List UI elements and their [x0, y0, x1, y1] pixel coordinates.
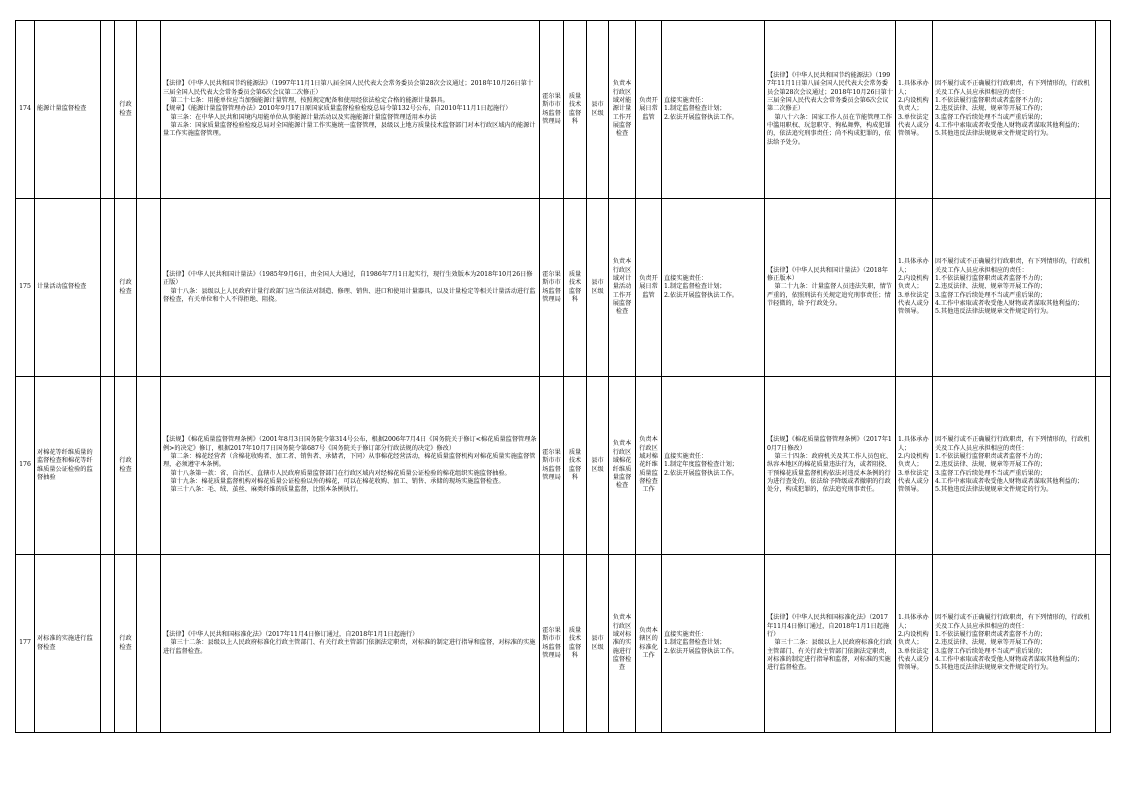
direct-duty-line: 1.制定监督检查计划； — [664, 105, 726, 113]
accountability-line: 4.工作中索取或者收受他人财物或者谋取其他利益的； — [935, 122, 1084, 130]
responsibility-line: 第三十二条：县级以上人民政府标准化行政主管部门、有关行政主管部门依据法定职责，对标准的制定进行指导和监督，对标准的实施进行监督检查。 — [767, 639, 892, 672]
bearer-line: 2.内设机构负责人； — [898, 96, 929, 113]
accountability-line: 2.违反法律、法规、规章等开展工作的； — [935, 105, 1047, 113]
basis-line: 第十九条：棉花质量监督机构对棉花质量公证检验以外的棉花，可以在棉花收购、加工、销售、承储的现场实施监督检查。 — [170, 478, 505, 486]
department-name: 质量技术监督科 — [564, 199, 587, 377]
table-row — [16, 21, 1111, 199]
direct-duty-line: 直接实施责任： — [664, 274, 708, 282]
bearer-line: 3.单位法定代表人或分管领导。 — [898, 469, 929, 494]
responsibility-line: 第三十四条：政府机关及其工作人员包庇、纵容本地区的棉花质量违法行为，或者阻挠、干预棉花质量监督机构依法对违反本条例的行为进行查处的，依法给予降级或者撤职的行政处分，构成犯罪的，依法追究刑事责任。 — [767, 452, 892, 494]
accountability-line: 3.监督工作后续处理不当或严重后果的； — [935, 291, 1047, 299]
agency-name: 霍尔果斯市市场监督管理局 — [540, 199, 564, 377]
item-name: 能源计量监督检查 — [35, 21, 101, 199]
exercise-level: 县市区级 — [587, 21, 609, 199]
duty-scope: 负责开展日常监管 — [636, 21, 662, 199]
implementation-subject: 负责本行政区域对标准的实施进行监督检查 — [609, 555, 636, 733]
empty-cell — [137, 377, 161, 555]
accountability-line: 4.工作中索取或者收受他人财物或者谋取其他利益的； — [935, 300, 1084, 308]
basis-line: 第三条：在中华人民共和国境内用能单位从事能源计量活动以及实施能源计量监督管理适用本办法 — [170, 113, 437, 121]
direct-duty-line: 直接实施责任： — [664, 630, 708, 638]
implementation-subject: 负责本行政区域棉花纤维质量监督检查 — [609, 377, 636, 555]
bearer-line: 3.单位法定代表人或分管领导。 — [898, 647, 929, 672]
empty-cell — [1096, 377, 1111, 555]
row-number: 177 — [16, 555, 35, 733]
basis-line: 第二十七条：用能单位应当加强能源计量管理，按照规定配备和使用经依法检定合格的能源计量器具。 — [170, 96, 449, 104]
bearer-line: 1.具体承办人； — [898, 614, 929, 630]
accountability-situations — [933, 555, 1096, 733]
empty-cell — [101, 199, 115, 377]
accountability-line: 2.违反法律、法规、规章等开展工作的； — [935, 639, 1047, 647]
item-name: 对棉花等纤维质量的监督检查和棉花等纤维质量公证检验的监督抽验 — [35, 377, 101, 555]
direct-duty-line: 2.依法开展监督执法工作。 — [664, 469, 738, 477]
responsibility-line: 【法律】《中华人民共和国标准化法》（2017年11月4日修订通过，自2018年1月1日起施行） — [767, 614, 890, 638]
department-name: 质量技术监督科 — [564, 377, 587, 555]
agency-name: 霍尔果斯市市场监督管理局 — [540, 377, 564, 555]
row-number: 174 — [16, 21, 35, 199]
item-category: 行政检查 — [115, 377, 137, 555]
basis-line: 第三十二条：县级以上人民政府标准化行政主管部门、有关行政主管部门依据法定职责，对标准的制定进行指导和监督，对标准的实施进行监督检查。 — [163, 639, 536, 655]
duty-scope: 负责本行政区域对棉花纤维质量监督检查工作 — [636, 377, 662, 555]
responsibility-line: 第八十六条：国家工作人员在节能管理工作中滥用职权、玩忽职守、徇私舞弊，构成犯罪的，依法追究刑事责任；尚不构成犯罪的，依法给予处分。 — [767, 113, 892, 146]
direct-duty-line: 2.依法开展监督执法工作。 — [664, 647, 738, 655]
basis-line: 【规章】《能源计量监督管理办法》2010年9月17日原国家质量监督检验检疫总局令第132号公布，自2010年11月1日起施行） — [163, 105, 512, 113]
responsibility-basis — [765, 377, 896, 555]
legal-basis — [161, 377, 540, 555]
basis-line: 第五条：国家质量监督检验检疫总局对全国能源计量工作实施统一监督管理，县级以上地方质量技术监督部门对本行政区域内的能源计量工作实施监督管理。 — [163, 122, 536, 138]
direct-duty-line: 直接实施责任： — [664, 452, 708, 460]
accountability-situations — [933, 199, 1096, 377]
accountability-line: 因不履行或不正确履行行政职责，有下列情形的，行政机关及工作人员应承担相应的责任： — [935, 614, 1090, 630]
empty-cell — [1096, 21, 1111, 199]
direct-duty — [662, 199, 765, 377]
responsibility-bearer — [896, 199, 933, 377]
bearer-line: 2.内设机构负责人； — [898, 630, 929, 647]
accountability-line: 因不履行或不正确履行行政职责，有下列情形的，行政机关及工作人员应承担相应的责任： — [935, 80, 1090, 96]
accountability-situations — [933, 377, 1096, 555]
item-category: 行政检查 — [115, 21, 137, 199]
basis-line: 【法律】《中华人民共和国节约能源法》（1997年11月1日第八届全国人民代表大会常务委员会第28次会议通过；2018年10月26日第十三届全国人民代表大会常务委员会第6次会议第二次修正） — [163, 80, 534, 96]
basis-line: 【法律】《中华人民共和国计量法》（1985年9月6日，由全国人大通过，自1986年7月1日起实行，现行生效版本为2018年10月26日修正版） — [163, 270, 533, 287]
responsibility-table — [15, 20, 1111, 733]
responsibility-line: 第二十九条：计量监督人员违法失职，情节严重的，依照刑法有关规定追究刑事责任；情节轻微的，给予行政处分。 — [767, 283, 892, 308]
department-name: 质量技术监督科 — [564, 21, 587, 199]
duty-scope: 负责开展日常监管 — [636, 199, 662, 377]
exercise-level: 县市区级 — [587, 199, 609, 377]
responsibility-basis — [765, 199, 896, 377]
responsibility-bearer — [896, 21, 933, 199]
implementation-subject: 负责本行政区域对计量活动工作开展监督检查 — [609, 199, 636, 377]
accountability-line: 5.其他违反法律法规规章文件规定的行为。 — [935, 664, 1053, 672]
empty-cell — [101, 555, 115, 733]
empty-cell — [137, 21, 161, 199]
bearer-line: 1.具体承办人； — [898, 436, 929, 452]
empty-cell — [101, 21, 115, 199]
bearer-line: 1.具体承办人； — [898, 258, 929, 274]
empty-cell — [101, 377, 115, 555]
agency-name: 霍尔果斯市市场监督管理局 — [540, 21, 564, 199]
direct-duty — [662, 555, 765, 733]
bearer-line: 3.单位法定代表人或分管领导。 — [898, 113, 929, 138]
item-category: 行政检查 — [115, 555, 137, 733]
responsibility-basis — [765, 555, 896, 733]
responsibility-basis — [765, 21, 896, 199]
empty-cell — [137, 555, 161, 733]
accountability-line: 4.工作中索取或者收受他人财物或者谋取其他利益的； — [935, 656, 1084, 664]
legal-basis — [161, 555, 540, 733]
accountability-line: 2.违反法律、法规、规章等开展工作的； — [935, 283, 1047, 291]
accountability-line: 3.监督工作后续处理不当或严重后果的； — [935, 647, 1047, 655]
basis-line: 第三十八条：毛、绒、茧丝、麻类纤维的质量监督，比照本条例执行。 — [170, 486, 363, 494]
accountability-line: 5.其他违反法律法规规章文件规定的行为。 — [935, 308, 1053, 316]
responsibility-line: 【法律】《中华人民共和国计量法》（2018年修正版本） — [767, 266, 888, 282]
responsibility-line: 【法律】《中华人民共和国节约能源法》（1997年11月1日第八届全国人民代表大会常务委员会第28次会议通过；2018年10月26日第十三届全国人民代表大会常务委员会第6次会议第二次修正） — [767, 71, 893, 113]
bearer-line: 2.内设机构负责人； — [898, 452, 929, 469]
empty-cell — [1096, 199, 1111, 377]
item-name: 计量活动监督检查 — [35, 199, 101, 377]
accountability-situations — [933, 21, 1096, 199]
legal-basis — [161, 199, 540, 377]
agency-name: 霍尔果斯市市场监督管理局 — [540, 555, 564, 733]
direct-duty-line: 2.依法开展监督执法工作。 — [664, 291, 738, 299]
accountability-line: 1.不依法履行监督职责或者监督不力的； — [935, 274, 1047, 282]
accountability-line: 5.其他违反法律法规规章文件规定的行为。 — [935, 130, 1053, 138]
row-number: 176 — [16, 377, 35, 555]
empty-cell — [1096, 555, 1111, 733]
accountability-line: 5.其他违反法律法规规章文件规定的行为。 — [935, 486, 1053, 494]
implementation-subject: 负责本行政区域对能源计量工作开展监督检查 — [609, 21, 636, 199]
table-row — [16, 377, 1111, 555]
responsibility-bearer — [896, 555, 933, 733]
empty-cell — [137, 199, 161, 377]
accountability-line: 因不履行或不正确履行行政职责，有下列情形的，行政机关及工作人员应承担相应的责任： — [935, 258, 1090, 274]
direct-duty — [662, 21, 765, 199]
bearer-line: 2.内设机构负责人； — [898, 274, 929, 291]
item-category: 行政检查 — [115, 199, 137, 377]
accountability-line: 3.监督工作后续处理不当或严重后果的； — [935, 469, 1047, 477]
accountability-line: 3.监督工作后续处理不当或严重后果的； — [935, 113, 1047, 121]
table-row — [16, 199, 1111, 377]
basis-line: 第十八条第一款：省、自治区、直辖市人民政府质量监督部门在行政区域内对经棉花质量公证检验的棉花组织实施监督抽验。 — [170, 469, 511, 477]
duty-scope: 负责本辖区的标准化工作 — [636, 555, 662, 733]
basis-line: 【法律】《中华人民共和国标准化法》（2017年11月4日修订通过，自2018年1月1日起施行） — [163, 630, 419, 638]
item-name: 对标准的实施进行监督检查 — [35, 555, 101, 733]
accountability-line: 因不履行或不正确履行行政职责，有下列情形的，行政机关及工作人员应承担相应的责任： — [935, 436, 1090, 452]
accountability-line: 1.不依法履行监督职责或者监督不力的； — [935, 452, 1047, 460]
table-row — [16, 555, 1111, 733]
direct-duty-line: 1.制定监督检查计划； — [664, 283, 726, 291]
direct-duty-line: 1.制定年度监督检查计划； — [664, 461, 738, 469]
accountability-line: 1.不依法履行监督职责或者监督不力的； — [935, 96, 1047, 104]
bearer-line: 1.具体承办人； — [898, 80, 929, 96]
exercise-level: 县市区级 — [587, 377, 609, 555]
basis-line: 第二条：棉花经营者（含棉花收购者、加工者、销售者、承储者，下同）从事棉花经营活动，棉花质量监督机构对棉花质量实施监督管理，必须遵守本条例。 — [163, 452, 536, 469]
row-number: 175 — [16, 199, 35, 377]
responsibility-bearer — [896, 377, 933, 555]
direct-duty-line: 1.制定监督检查计划； — [664, 639, 726, 647]
legal-basis — [161, 21, 540, 199]
direct-duty — [662, 377, 765, 555]
accountability-line: 4.工作中索取或者收受他人财物或者谋取其他利益的； — [935, 478, 1084, 486]
direct-duty-line: 直接实施责任： — [664, 96, 708, 104]
basis-line: 【法规】《棉花质量监督管理条例》（2001年8月3日国务院令第314号公布，根据2006年7月4日《国务院关于修订<棉花质量监督管理条例>的决定》修订，根据2017年10月7日国务院令第687号《国务院关于修订部分行政法规的决定》修改） — [163, 436, 537, 452]
basis-line: 第十八条：县级以上人民政府计量行政部门应当依法对制造、修理、销售、进口和使用计量器具，以及计量检定等相关计量活动进行监督检查，有关单位和个人不得拒绝、阻挠。 — [163, 287, 536, 303]
exercise-level: 县市区级 — [587, 555, 609, 733]
bearer-line: 3.单位法定代表人或分管领导。 — [898, 291, 929, 316]
accountability-line: 1.不依法履行监督职责或者监督不力的； — [935, 630, 1047, 638]
department-name: 质量技术监督科 — [564, 555, 587, 733]
accountability-line: 2.违反法律、法规、规章等开展工作的； — [935, 461, 1047, 469]
responsibility-line: 【法规】《棉花质量监督管理条例》（2017年10月7日修改） — [767, 436, 892, 452]
direct-duty-line: 2.依法开展监督执法工作。 — [664, 113, 738, 121]
